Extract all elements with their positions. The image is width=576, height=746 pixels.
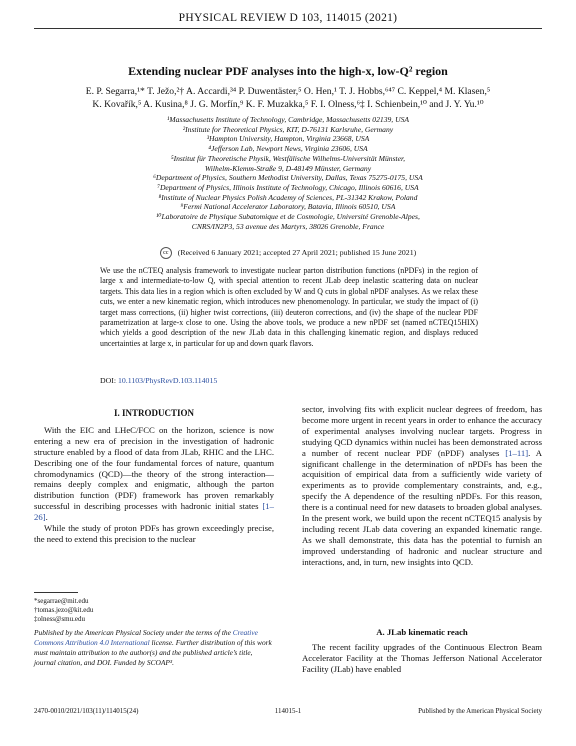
footnote-email[interactable]: †tomas.jezo@kit.edu	[34, 606, 94, 614]
affiliation: ³Hampton University, Hampton, Virginia 23668, USA	[206, 134, 370, 144]
publication-note-text: Published by the American Physical Society under the terms of the	[34, 628, 233, 637]
affiliation: ⁴Jefferson Lab, Newport News, Virginia 23606, USA	[208, 144, 368, 154]
footnotes	[34, 597, 93, 624]
affiliation: ⁸Institute of Nuclear Physics Polish Academy of Sciences, PL-31342 Krakow, Poland	[158, 192, 418, 202]
received-dates	[0, 247, 576, 259]
right-paragraph	[302, 404, 542, 568]
received-text: (Received 6 January 2021; accepted 27 April 2021; published 15 June 2021)	[177, 247, 417, 257]
publication-note	[34, 628, 274, 668]
subsection-heading: A. JLab kinematic reach	[376, 627, 468, 637]
article-title: Extending nuclear PDF analyses into the high-x, low-Q² region	[128, 64, 448, 78]
author-list	[40, 86, 536, 111]
section-heading: I. INTRODUCTION	[113, 408, 194, 418]
header-rule	[34, 28, 542, 29]
citation-link[interactable]: [1–11]	[505, 447, 529, 458]
paragraph-text: . A significant challenge in the determination of nPDFs has been the acquisition of empirical data from a sufficiently wide variety of experiments as to provide complementary constraints, and, e.g., specify the A dependence of the resulting nPDFs. For this reason, there is a continual need for new datasets to broaden global analyses. In the present work, we build upon the recent nCTEQ15 analysis by including recent JLab data covering an expanded kinematic range. As we shall demonstrate, this data has the potential to furnish an improved understanding of hadronic and nuclear structure and interactions, and, in turn, new insights into QCD.	[302, 447, 543, 567]
affiliation: ⁶Department of Physics, Southern Methodist University, Dallas, Texas 75275-0175, USA	[153, 173, 423, 183]
affiliation: ²Institute for Theoretical Physics, KIT, D-76131 Karlsruhe, Germany	[182, 124, 394, 134]
affiliations	[40, 115, 536, 231]
publication-note-text: license. Further distribution of this work must maintain attribution to the author(s) and the published article’s title, journal citation, and DOI. Funded by SCOAP³.	[34, 638, 272, 667]
running-head: PHYSICAL REVIEW D 103, 114015 (2021)	[178, 12, 398, 24]
authors-line-2: K. Kovařík,⁵ A. Kusina,⁸ J. G. Morfín,⁹ K. F. Muzakka,⁵ F. I. Olness,⁶‡ I. Schienbein,¹⁰ and J. Y. Yu.¹⁰	[92, 98, 484, 110]
license-link[interactable]: Creative Commons Attribution 4.0 International	[34, 628, 258, 647]
authors-line-1: E. P. Segarra,¹* T. Ježo,²† A. Accardi,³⁴ P. Duwentäster,⁵ O. Hen,¹ T. J. Hobbs,⁶⁴⁷ C. Keppel,⁴ M. Klasen,⁵	[85, 86, 491, 97]
footnote-rule	[34, 592, 78, 593]
affiliation: Wilhelm-Klemm-Straße 9, D-48149 Münster, Germany	[204, 163, 372, 173]
subsection-paragraph	[302, 642, 542, 675]
affiliation: ¹⁰Laboratoire de Physique Subatomique et de Cosmologie, Université Grenoble-Alpes,	[156, 212, 420, 222]
open-access-icon[interactable]: cc	[160, 247, 172, 259]
footer-page-number: 114015-1	[274, 707, 302, 715]
citation-link[interactable]: [1–26]	[34, 501, 274, 523]
doi-line	[100, 376, 217, 385]
right-column	[302, 404, 542, 568]
paragraph-text: sector, involving fits with explicit nuclear degrees of freedom, has become more urgent in recent years in order to enhance the accuracy of experimental analyses involving nuclear targets. Progress in studying QCD dynamics within nuclei has been demonstrated across a number of recent nuclear PDF (nPDF) analyses	[302, 404, 542, 458]
footnote-email[interactable]: *segarrae@mit.edu	[34, 597, 89, 605]
paragraph-text: With the EIC and LHeC/FCC on the horizon, science is now entering a new era of precision in the investigation of hadronic structure enabled by a flood of data from JLab, RHIC and the LHC. Describing one of the four fundamental forces of nature, quantum chromodynamics (QCD)—the theory of the strong interaction—remains deeply complex and enigmatic, although the parton distribution function (PDF) framework has proven remarkably successful in describing processes with hadronic initial states	[34, 424, 274, 512]
footnote-email[interactable]: ‡olness@smu.edu	[34, 615, 85, 623]
paragraph-text: The recent facility upgrades of the Continuous Electron Beam Accelerator Facility at the Thomas Jefferson National Accelerator Facility (JLab) have enabled	[302, 642, 542, 674]
affiliation: ¹Massachusetts Institute of Technology, Cambridge, Massachusetts 02139, USA	[166, 115, 410, 124]
affiliation: ⁷Department of Physics, Illinois Institute of Technology, Chicago, Illinois 60616, USA	[157, 182, 419, 192]
intro-paragraph-1: With the EIC and LHeC/FCC on the horizon, science is now entering a new era of precision in the investigation of hadronic structure enabled by a flood of data from JLab, RHIC and the LHC. Describing one of the four fundamental forces of nature, quantum chromodynamics (QCD)—the theory of the strong interaction—remains deeply complex and enigmatic, although the parton distribution function (PDF) framework has proven remarkably successful in describing processes with hadronic initial states [1–26].	[34, 424, 274, 523]
footer-issn: 2470-0010/2021/103(11)/114015(24)	[34, 707, 139, 715]
affiliation: ⁵Institut für Theoretische Physik, Westfälische Wilhelms-Universität Münster,	[170, 153, 406, 163]
abstract: We use the nCTEQ analysis framework to investigate nuclear parton distribution functions (nPDFs) in the region of large x and intermediate-to-low Q, with special attention to recent JLab deep inelastic scattering data on nuclear targets. This data lies in a region which is often excluded by W and Q cuts in global nPDF analyses. As we relax these cuts, we enter a new kinematic region, which introduces new phenomenology. In particular, we study the impact of (i) target mass corrections, (ii) higher twist corrections, (iii) deuteron corrections, and (iv) the shape of the nuclear PDF parametrization at large-x close to one. Using the above tools, we produce a new nPDF set (named nCTEQ15HIX) which yields a good description of the new JLab data in this challenging kinematic region, and displays reduced uncertainties at large x, in particular for up and down quark flavors.	[100, 266, 478, 348]
left-column	[34, 408, 274, 545]
doi-label: DOI:	[100, 376, 117, 385]
affiliation: CNRS/IN2P3, 53 avenue des Martyrs, 38026 Grenoble, France	[191, 221, 385, 231]
intro-paragraph-2: While the study of proton PDFs has grown exceedingly precise, the need to extend this precision to the nuclear	[34, 523, 274, 544]
footer-publisher: Published by the American Physical Society	[418, 707, 542, 715]
doi-link[interactable]: 10.1103/PhysRevD.103.114015	[117, 376, 218, 385]
affiliation: ⁹Fermi National Accelerator Laboratory, Batavia, Illinois 60510, USA	[180, 202, 396, 212]
